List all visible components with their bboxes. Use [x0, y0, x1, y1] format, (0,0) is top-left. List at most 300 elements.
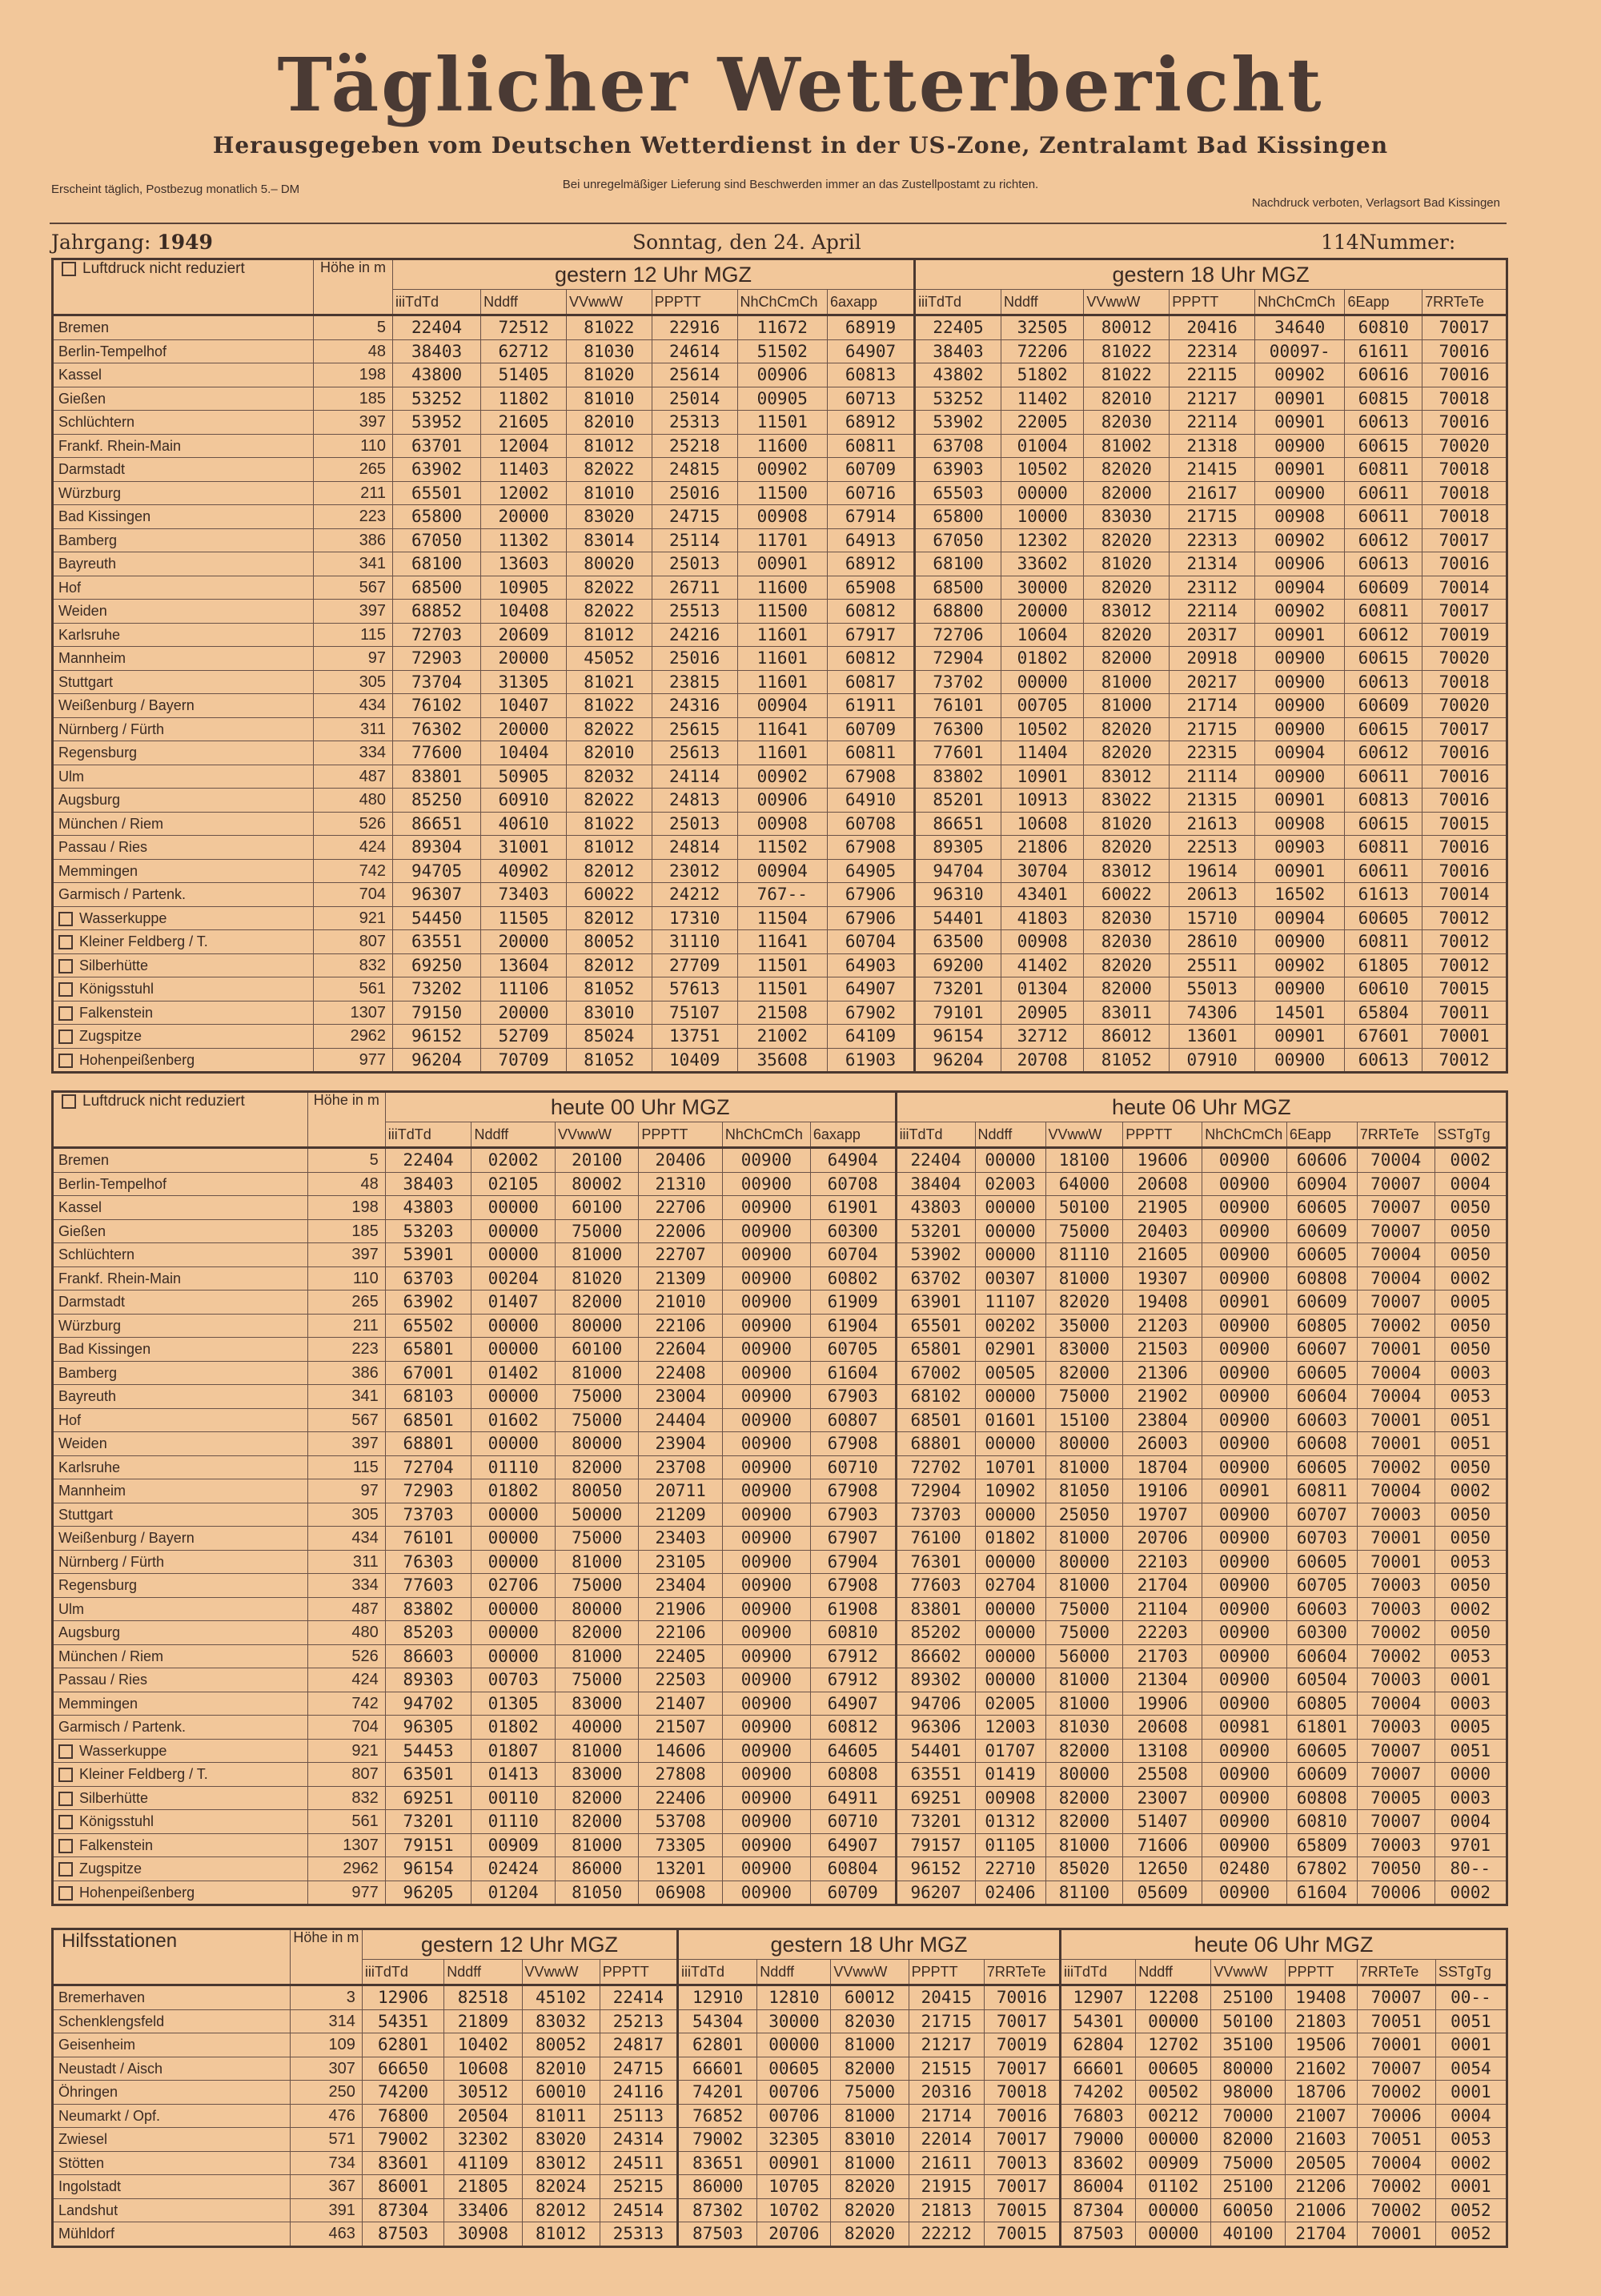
observation-value: 82020 — [1045, 1290, 1123, 1315]
observation-value: 67902 — [827, 1001, 914, 1025]
observation-value: 43803 — [896, 1196, 975, 1220]
observation-value: 10502 — [1001, 458, 1083, 482]
station-label: Gießen — [58, 390, 106, 407]
observation-value: 57613 — [652, 977, 737, 1001]
observation-value: 0002 — [1434, 1266, 1507, 1290]
observation-value: 25213 — [600, 2009, 677, 2033]
observation-value: 60810 — [1345, 315, 1422, 340]
station-label: Memmingen — [58, 1695, 138, 1712]
observation-value: 21515 — [909, 2057, 984, 2081]
station-label: Kleiner Feldberg / T. — [79, 1766, 208, 1782]
station-height: 5 — [307, 1148, 385, 1173]
observation-value: 24715 — [600, 2057, 677, 2081]
observation-value: 00900 — [722, 1338, 810, 1362]
station-name — [53, 765, 314, 789]
observation-value: 25050 — [1045, 1503, 1123, 1527]
table-row — [53, 1574, 1507, 1598]
observation-value: 67906 — [827, 883, 914, 907]
table-row — [53, 1172, 1507, 1196]
station-label: Kleiner Feldberg / T. — [79, 933, 208, 949]
station-name — [53, 2033, 291, 2057]
station-name — [53, 1550, 308, 1574]
table-row — [53, 576, 1507, 600]
column-header: VVwwW — [522, 1960, 600, 1985]
station-height: 921 — [314, 906, 393, 930]
table-row — [53, 2033, 1507, 2057]
station-label: Bayreuth — [58, 556, 117, 572]
observation-value: 23105 — [639, 1550, 722, 1574]
table-row — [53, 765, 1507, 789]
observation-value: 0000 — [1434, 1763, 1507, 1787]
observation-value: 60709 — [827, 458, 914, 482]
observation-value: 72706 — [915, 623, 1001, 647]
observation-value: 23904 — [639, 1432, 722, 1456]
observation-value: 27709 — [652, 953, 737, 977]
observation-value: 0004 — [1434, 1810, 1507, 1834]
observation-value: 60810 — [1286, 1810, 1357, 1834]
station-name — [53, 1881, 308, 1905]
observation-value: 43800 — [392, 363, 480, 387]
observation-value: 81020 — [1084, 812, 1170, 836]
observation-value: 22005 — [1001, 411, 1083, 435]
observation-value: 00605 — [757, 2057, 831, 2081]
observation-value: 23404 — [639, 1574, 722, 1598]
station-height: 305 — [307, 1503, 385, 1527]
observation-value: 0002 — [1434, 1597, 1507, 1621]
observation-value: 02002 — [471, 1148, 555, 1173]
observation-value: 01204 — [471, 1881, 555, 1905]
observation-value: 38403 — [385, 1172, 471, 1196]
observation-value: 70017 — [984, 2009, 1060, 2033]
station-name — [53, 1574, 308, 1598]
observation-value: 41402 — [1001, 953, 1083, 977]
observation-value: 68501 — [896, 1408, 975, 1432]
observation-value: 70017 — [1422, 717, 1507, 741]
group-header-row — [53, 1092, 1507, 1122]
observation-value: 00000 — [975, 1621, 1045, 1645]
observation-value: 81000 — [555, 1550, 638, 1574]
table-row — [53, 623, 1507, 647]
observation-value: 98000 — [1211, 2081, 1285, 2105]
observation-value: 70015 — [984, 2222, 1060, 2247]
observation-value: 94704 — [915, 859, 1001, 883]
observation-value: 70016 — [1422, 363, 1507, 387]
observation-value: 12002 — [481, 481, 567, 505]
table-row — [53, 1432, 1507, 1456]
observation-value: 23708 — [639, 1455, 722, 1479]
observation-value: 00902 — [737, 765, 827, 789]
observation-value: 81000 — [1084, 670, 1170, 694]
observation-value: 67903 — [810, 1503, 896, 1527]
station-label: Regensburg — [58, 1577, 138, 1593]
observation-value: 64907 — [827, 977, 914, 1001]
observation-value: 54301 — [1061, 2009, 1136, 2033]
table-row — [53, 363, 1507, 387]
table-row — [53, 2151, 1507, 2175]
observation-value: 0002 — [1434, 1881, 1507, 1905]
observation-value: 76300 — [915, 717, 1001, 741]
station-height: 832 — [307, 1786, 385, 1810]
observation-value: 00900 — [1202, 1266, 1287, 1290]
observation-value: 51502 — [737, 339, 827, 363]
observation-value: 67906 — [827, 906, 914, 930]
column-header: VVwwW — [566, 290, 652, 315]
observation-value: 11501 — [737, 953, 827, 977]
observation-value: 76852 — [678, 2104, 757, 2128]
station-label: Schenklengsfeld — [58, 2013, 165, 2029]
observation-value: 67001 — [385, 1361, 471, 1385]
observation-value: 70012 — [1422, 930, 1507, 954]
table-row — [53, 1985, 1507, 2010]
observation-value: 50100 — [1211, 2009, 1285, 2033]
observation-value: 89305 — [915, 836, 1001, 860]
observation-value: 00900 — [1202, 1692, 1287, 1716]
observation-value: 96306 — [896, 1716, 975, 1740]
observation-value: 81000 — [1084, 694, 1170, 718]
observation-value: 85250 — [392, 789, 480, 813]
observation-value: 30000 — [757, 2009, 831, 2033]
observation-value: 05609 — [1123, 1881, 1202, 1905]
observation-value: 81010 — [566, 387, 652, 411]
observation-value: 22706 — [639, 1196, 722, 1220]
observation-value: 70016 — [984, 2104, 1060, 2128]
observation-value: 60812 — [827, 600, 914, 624]
observation-value: 70015 — [1422, 812, 1507, 836]
observation-value: 21813 — [909, 2198, 984, 2222]
observation-value: 00904 — [1255, 906, 1345, 930]
station-name — [53, 1314, 308, 1338]
observation-value: 20609 — [481, 623, 567, 647]
observation-value: 24814 — [652, 836, 737, 860]
observation-value: 81022 — [1084, 339, 1170, 363]
table-row — [53, 670, 1507, 694]
group-header: gestern 18 Uhr MGZ — [915, 259, 1507, 290]
observation-value: 68919 — [827, 315, 914, 340]
issue-date: Sonntag, den 24. April — [632, 231, 861, 254]
observation-value: 60710 — [810, 1810, 896, 1834]
observation-value: 80000 — [1045, 1432, 1123, 1456]
corner-label-text: Luftdruck nicht reduziert — [82, 260, 245, 277]
station-label: Ingolstadt — [58, 2178, 122, 2194]
station-height: 211 — [314, 481, 393, 505]
observation-value: 22114 — [1170, 600, 1255, 624]
station-name — [53, 387, 314, 411]
table-row — [53, 1048, 1507, 1073]
station-height: 704 — [314, 883, 393, 907]
observation-value: 87503 — [362, 2222, 443, 2247]
station-height: 115 — [314, 623, 393, 647]
station-height: 1307 — [307, 1833, 385, 1857]
observation-value: 60805 — [1286, 1314, 1357, 1338]
observation-value: 30512 — [444, 2081, 522, 2105]
observation-value: 00900 — [1202, 1597, 1287, 1621]
observation-value: 0050 — [1434, 1621, 1507, 1645]
station-height: 2962 — [314, 1025, 393, 1049]
observation-value: 0053 — [1434, 1385, 1507, 1409]
station-name — [53, 1001, 314, 1025]
station-name — [53, 1196, 308, 1220]
station-height: 386 — [314, 528, 393, 552]
observation-value: 87503 — [1061, 2222, 1136, 2247]
observation-value: 85201 — [915, 789, 1001, 813]
observation-value: 11501 — [737, 977, 827, 1001]
observation-value: 76301 — [896, 1550, 975, 1574]
observation-value: 61909 — [810, 1290, 896, 1315]
observation-value: 60609 — [1286, 1763, 1357, 1787]
table-row — [53, 1621, 1507, 1645]
observation-value: 85020 — [1045, 1857, 1123, 1881]
observation-value: 21507 — [639, 1716, 722, 1740]
station-name — [53, 411, 314, 435]
station-height: 250 — [290, 2081, 362, 2105]
observation-value: 60612 — [1345, 528, 1422, 552]
observation-value: 60710 — [810, 1455, 896, 1479]
observation-value: 71606 — [1123, 1833, 1202, 1857]
observation-value: 20706 — [757, 2222, 831, 2247]
observation-value: 53252 — [392, 387, 480, 411]
corner-label — [53, 1929, 291, 1985]
observation-value: 21715 — [1170, 717, 1255, 741]
station-height: 424 — [314, 836, 393, 860]
observation-value: 72904 — [896, 1479, 975, 1503]
observation-value: 22203 — [1123, 1621, 1202, 1645]
table-row — [53, 1408, 1507, 1432]
checkbox-icon — [58, 1744, 73, 1759]
observation-value: 21315 — [1170, 789, 1255, 813]
observation-value: 96154 — [385, 1857, 471, 1881]
observation-value: 82030 — [1084, 930, 1170, 954]
observation-value: 0050 — [1434, 1243, 1507, 1267]
observation-value: 01407 — [471, 1290, 555, 1315]
observation-value: 25016 — [652, 647, 737, 671]
station-label: Mannheim — [58, 650, 126, 666]
observation-value: 12003 — [975, 1716, 1045, 1740]
observation-value: 00000 — [975, 1385, 1045, 1409]
observation-value: 21714 — [909, 2104, 984, 2128]
table-row — [53, 1243, 1507, 1267]
observation-value: 82022 — [566, 576, 652, 600]
group-header-row — [53, 1929, 1507, 1960]
observation-value: 60704 — [827, 930, 914, 954]
observation-value: 0054 — [1435, 2057, 1507, 2081]
table-row — [53, 1786, 1507, 1810]
table-row — [53, 1385, 1507, 1409]
checkbox-icon — [58, 1792, 73, 1806]
observation-value: 87503 — [678, 2222, 757, 2247]
observation-value: 86651 — [915, 812, 1001, 836]
station-name — [53, 1857, 308, 1881]
observation-value: 60813 — [1345, 789, 1422, 813]
checkbox-icon — [58, 1768, 73, 1782]
observation-value: 73403 — [481, 883, 567, 907]
observation-value: 00000 — [975, 1644, 1045, 1668]
observation-value: 30000 — [1001, 576, 1083, 600]
observation-value: 53201 — [896, 1219, 975, 1243]
observation-value: 11501 — [737, 411, 827, 435]
observation-value: 20613 — [1170, 883, 1255, 907]
observation-value: 01004 — [1001, 434, 1083, 458]
column-header: NhChCmCh — [1202, 1122, 1287, 1148]
observation-value: 81022 — [1084, 363, 1170, 387]
column-header: VVwwW — [1211, 1960, 1285, 1985]
table-row — [53, 1692, 1507, 1716]
table-row — [53, 977, 1507, 1001]
table-row — [53, 694, 1507, 718]
observation-value: 70003 — [1357, 1574, 1434, 1598]
observation-value: 20403 — [1123, 1219, 1202, 1243]
observation-value: 00900 — [722, 1290, 810, 1315]
observation-value: 01304 — [1001, 977, 1083, 1001]
observation-value: 00900 — [1202, 1810, 1287, 1834]
station-label: Berlin-Tempelhof — [58, 1175, 167, 1192]
observation-value: 25013 — [652, 552, 737, 576]
observation-value: 70017 — [984, 2128, 1060, 2152]
station-height: 341 — [314, 552, 393, 576]
station-label: Neustadt / Aisch — [58, 2060, 163, 2077]
observation-value: 21002 — [737, 1025, 827, 1049]
observation-value: 00900 — [1202, 1763, 1287, 1787]
group-header: gestern 12 Uhr MGZ — [392, 259, 914, 290]
observation-value: 00900 — [722, 1763, 810, 1787]
station-name — [53, 977, 314, 1001]
station-name — [53, 1266, 308, 1290]
observation-value: 68103 — [385, 1385, 471, 1409]
station-name — [53, 789, 314, 813]
observation-value: 11500 — [737, 481, 827, 505]
checkbox-icon — [58, 935, 73, 949]
observation-value: 65800 — [915, 505, 1001, 529]
observation-value: 14501 — [1255, 1001, 1345, 1025]
observation-value: 70002 — [1357, 1644, 1434, 1668]
observation-value: 62712 — [481, 339, 567, 363]
observation-value: 22212 — [909, 2222, 984, 2247]
observation-value: 0052 — [1435, 2198, 1507, 2222]
observation-value: 00900 — [722, 1503, 810, 1527]
observation-value: 68912 — [827, 552, 914, 576]
observation-value: 15710 — [1170, 906, 1255, 930]
observation-value: 00000 — [1001, 670, 1083, 694]
station-name — [53, 812, 314, 836]
observation-value: 70002 — [1357, 1621, 1434, 1645]
observation-value: 00901 — [1255, 1025, 1345, 1049]
station-height: 110 — [307, 1266, 385, 1290]
station-height: 48 — [307, 1172, 385, 1196]
column-header: VVwwW — [555, 1122, 638, 1148]
observation-value: 00000 — [975, 1597, 1045, 1621]
observation-value: 23112 — [1170, 576, 1255, 600]
observation-value: 00900 — [1255, 930, 1345, 954]
checkbox-icon — [58, 982, 73, 997]
observation-value: 0003 — [1434, 1786, 1507, 1810]
observation-value: 94706 — [896, 1692, 975, 1716]
observation-value: 63702 — [896, 1266, 975, 1290]
table-row — [53, 1025, 1507, 1049]
station-height: 3 — [290, 1985, 362, 2010]
observation-value: 00900 — [1202, 1408, 1287, 1432]
observation-value: 70004 — [1357, 1692, 1434, 1716]
observation-value: 10408 — [481, 600, 567, 624]
table-row — [53, 1763, 1507, 1787]
observation-value: 70000 — [1211, 2104, 1285, 2128]
station-label: Memmingen — [58, 862, 138, 879]
observation-value: 21306 — [1123, 1361, 1202, 1385]
observation-value: 53901 — [385, 1243, 471, 1267]
observation-value: 11601 — [737, 670, 827, 694]
observation-value: 70002 — [1357, 1314, 1434, 1338]
observation-value: 10404 — [481, 741, 567, 765]
observation-value: 81022 — [566, 812, 652, 836]
table-row — [53, 2081, 1507, 2105]
observation-value: 01807 — [471, 1739, 555, 1763]
observation-value: 82020 — [831, 2198, 909, 2222]
observation-value: 40000 — [555, 1716, 638, 1740]
observation-value: 01802 — [1001, 647, 1083, 671]
observation-value: 60811 — [1345, 458, 1422, 482]
station-name — [53, 1219, 308, 1243]
table-row — [53, 1196, 1507, 1220]
aux-title: Hilfsstationen — [62, 1930, 178, 1952]
observation-value: 60709 — [810, 1881, 896, 1905]
observation-value: 68801 — [896, 1432, 975, 1456]
station-height: 487 — [314, 765, 393, 789]
observation-value: 00900 — [1202, 1455, 1287, 1479]
observation-value: 83010 — [831, 2128, 909, 2152]
observation-value: 22408 — [639, 1361, 722, 1385]
observation-value: 00900 — [722, 1833, 810, 1857]
observation-value: 00505 — [975, 1361, 1045, 1385]
observation-value: 60812 — [810, 1716, 896, 1740]
station-name — [53, 1621, 308, 1645]
station-name — [53, 1985, 291, 2010]
station-label: Gießen — [58, 1222, 106, 1239]
observation-value: 02901 — [975, 1338, 1045, 1362]
observation-value: 70019 — [1422, 623, 1507, 647]
corner-label — [53, 259, 314, 315]
station-label: Darmstadt — [58, 1294, 126, 1310]
observation-value: 81000 — [555, 1361, 638, 1385]
observation-value: 82020 — [1084, 836, 1170, 860]
observation-value: 65503 — [915, 481, 1001, 505]
table-row — [53, 1833, 1507, 1857]
station-height: 198 — [314, 363, 393, 387]
observation-value: 76303 — [385, 1550, 471, 1574]
observation-value: 10407 — [481, 694, 567, 718]
column-header: PPPTT — [1285, 1960, 1357, 1985]
column-header: iiiTdTd — [896, 1122, 975, 1148]
observation-value: 00900 — [1202, 1644, 1287, 1668]
observation-value: 00000 — [471, 1243, 555, 1267]
observation-value: 34640 — [1255, 315, 1345, 340]
observation-value: 0001 — [1435, 2175, 1507, 2199]
observation-value: 70017 — [984, 2175, 1060, 2199]
observation-value: 00900 — [1202, 1361, 1287, 1385]
observation-value: 60708 — [810, 1172, 896, 1196]
observation-value: 69200 — [915, 953, 1001, 977]
observation-value: 21703 — [1123, 1644, 1202, 1668]
observation-value: 30704 — [1001, 859, 1083, 883]
column-header: 7RRTeTe — [1357, 1960, 1435, 1985]
observation-value: 40902 — [481, 859, 567, 883]
observation-value: 21611 — [909, 2151, 984, 2175]
observation-value: 60610 — [1345, 977, 1422, 1001]
station-name — [53, 576, 314, 600]
observation-value: 87304 — [362, 2198, 443, 2222]
observation-value: 94705 — [392, 859, 480, 883]
observation-value: 00000 — [975, 1550, 1045, 1574]
observation-value: 73201 — [385, 1810, 471, 1834]
observation-value: 60611 — [1345, 481, 1422, 505]
observation-value: 00900 — [1202, 1668, 1287, 1692]
